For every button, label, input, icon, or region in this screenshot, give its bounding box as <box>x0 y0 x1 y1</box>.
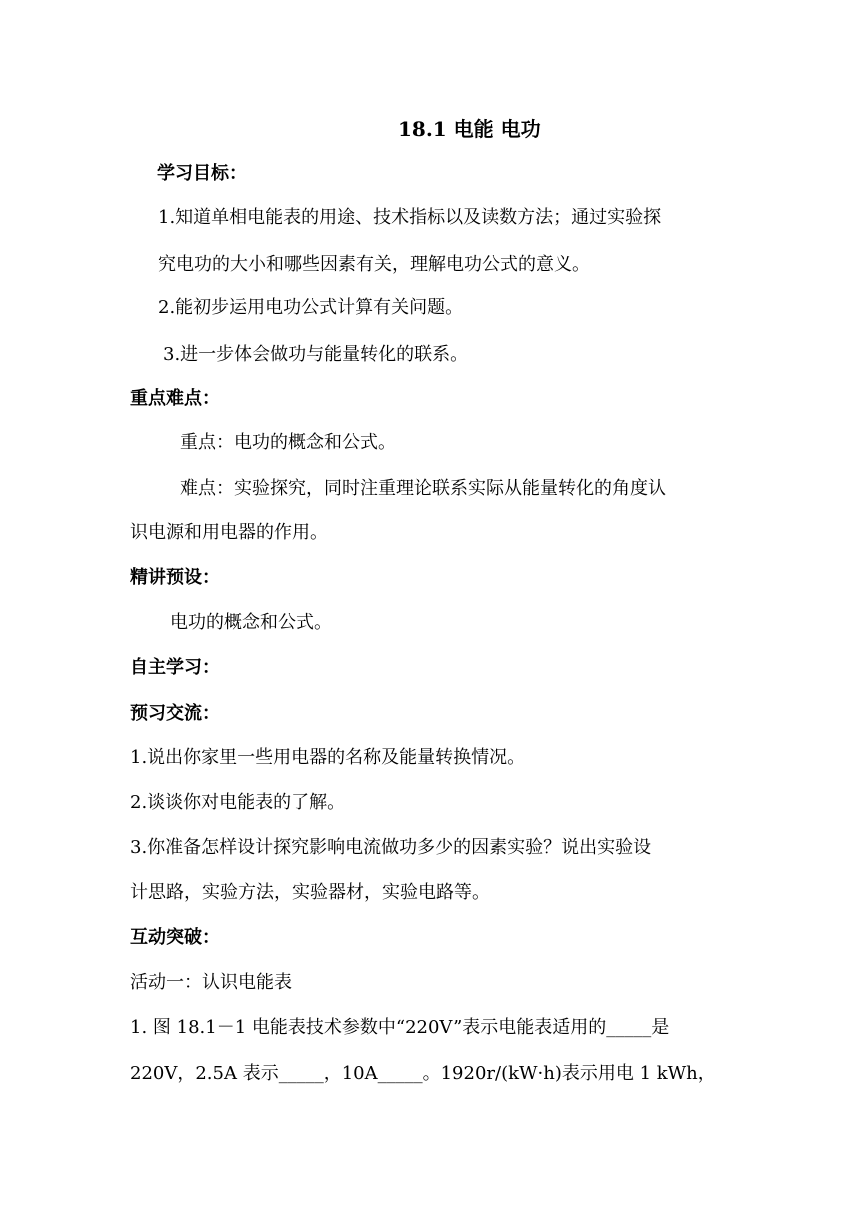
activity-1-item-1-line-1: 1. 图 18.1－1 电能表技术参数中“220V”表示电能表适用的_____是 <box>130 1017 670 1038</box>
difficulty-line-2: 识电源和用电器的作用。 <box>130 522 328 543</box>
objective-1-line-2: 究电功的大小和哪些因素有关，理解电功公式的意义。 <box>158 254 590 275</box>
preview-question-3-line-1: 3.你准备怎样设计探究影响电流做功多少的因素实验？说出实验设 <box>130 837 652 858</box>
activity-1-title: 活动一：认识电能表 <box>130 972 292 993</box>
activity-1-item-1-line-2: 220V，2.5A 表示_____，10A_____。1920r/(kW·h)表示用电 1 kWh， <box>130 1063 716 1084</box>
preview-question-2: 2.谈谈你对电能表的了解。 <box>130 792 346 813</box>
page-title: 18.1 电能 电功 <box>398 117 541 141</box>
self-study-heading: 自主学习： <box>130 657 220 678</box>
lecture-heading: 精讲预设： <box>130 567 220 588</box>
objective-1-line-1: 1.知道单相电能表的用途、技术指标以及读数方法；通过实验探 <box>158 207 662 228</box>
preview-question-3-line-2: 计思路，实验方法，实验器材，实验电路等。 <box>130 882 490 903</box>
objective-3: 3.进一步体会做功与能量转化的联系。 <box>163 344 469 365</box>
difficulty-line-1: 难点：实验探究，同时注重理论联系实际从能量转化的角度认 <box>180 478 666 499</box>
preview-question-1: 1.说出你家里一些用电器的名称及能量转换情况。 <box>130 747 526 768</box>
objectives-heading: 学习目标： <box>157 163 247 184</box>
interactive-heading: 互动突破： <box>130 927 220 948</box>
lecture-content: 电功的概念和公式。 <box>170 612 332 633</box>
key-point: 重点：电功的概念和公式。 <box>180 432 396 453</box>
preview-heading: 预习交流： <box>130 703 220 724</box>
objective-2: 2.能初步运用电功公式计算有关问题。 <box>158 297 464 318</box>
key-points-heading: 重点难点： <box>130 388 220 409</box>
